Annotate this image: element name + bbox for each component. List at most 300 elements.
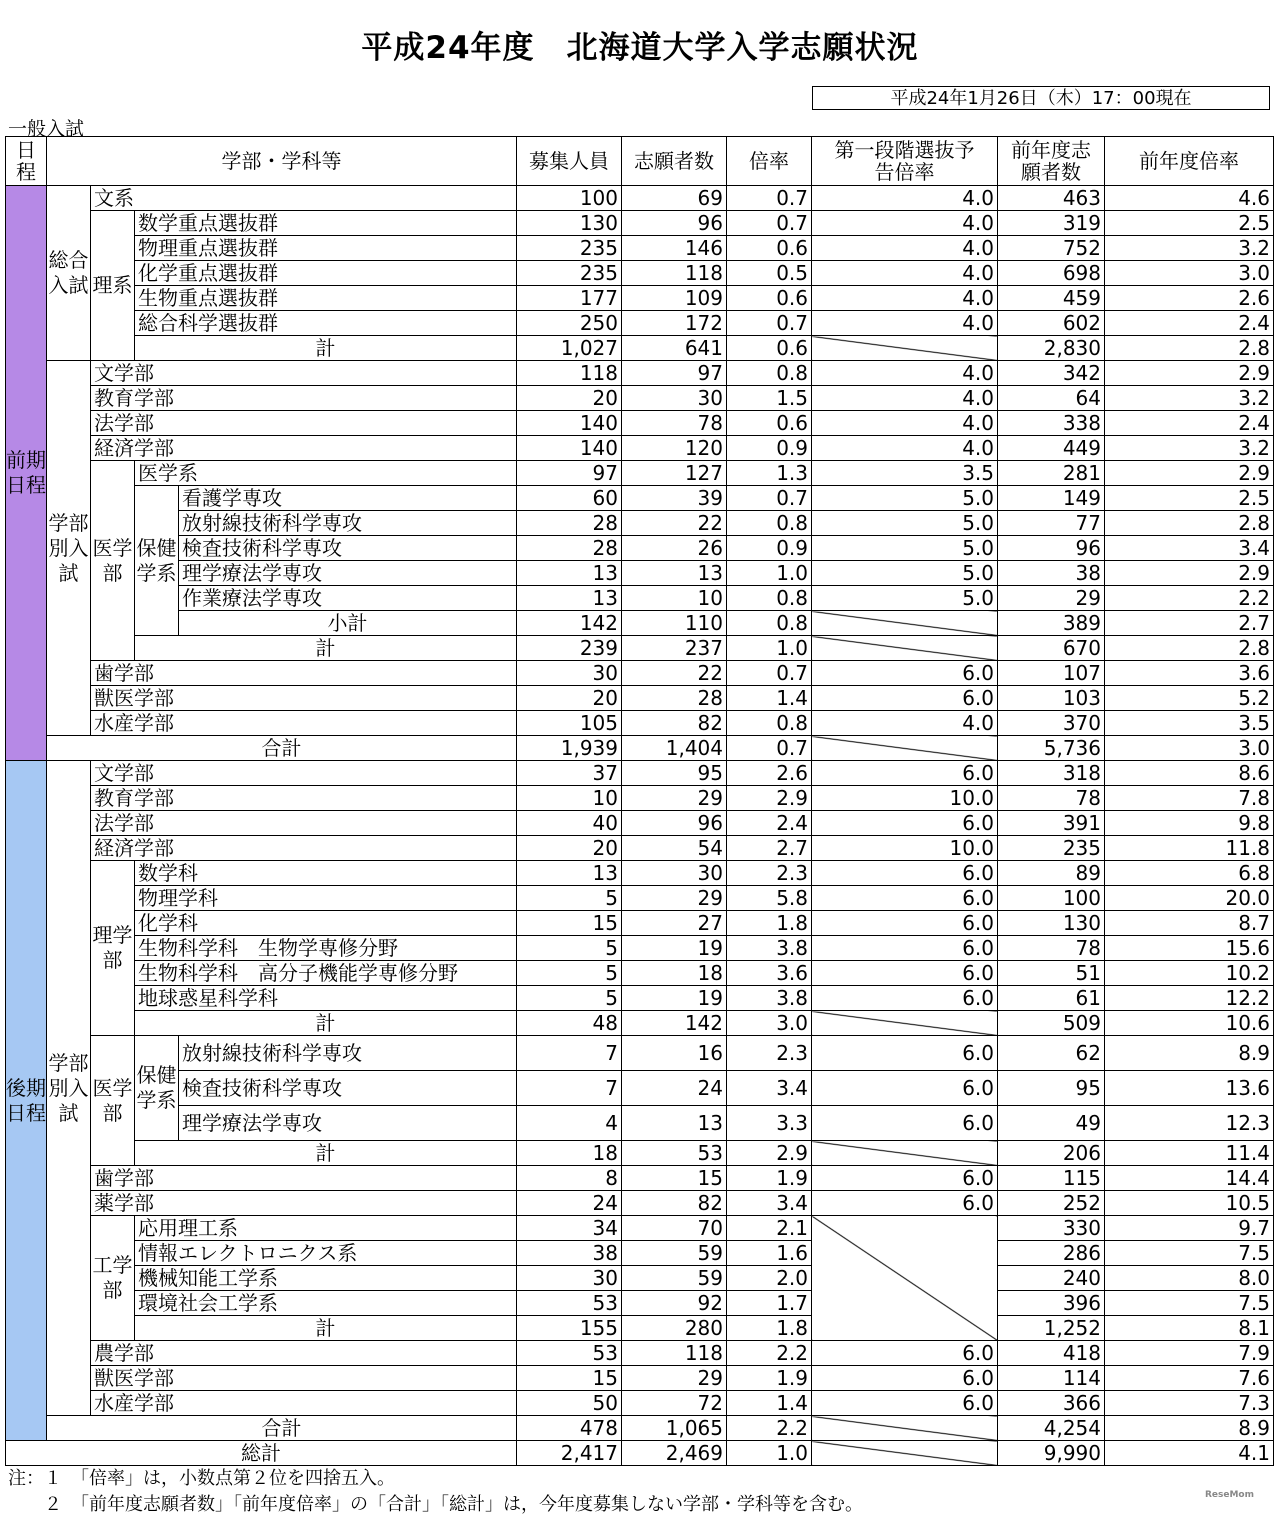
footnotes xyxy=(8,1466,863,1518)
cell-capacity: 5 xyxy=(517,961,622,986)
group-label: 工学部 xyxy=(91,1216,135,1341)
cell-prev-applicants: 103 xyxy=(998,686,1105,711)
cell-prev-ratio: 2.9 xyxy=(1105,561,1274,586)
cell-prev-applicants: 509 xyxy=(998,1011,1105,1036)
cell-first-stage: 6.0 xyxy=(812,861,998,886)
cell-applicants: 16 xyxy=(622,1036,727,1071)
cell-ratio: 1.6 xyxy=(727,1241,812,1266)
row-label: 獣医学部 xyxy=(91,1366,517,1391)
cell-applicants: 30 xyxy=(622,386,727,411)
group-label: 後期日程 xyxy=(6,761,47,1441)
table-row xyxy=(6,1316,1274,1341)
cell-capacity: 235 xyxy=(517,236,622,261)
cell-capacity: 155 xyxy=(517,1316,622,1341)
table-row xyxy=(6,1241,1274,1266)
cell-first-stage xyxy=(812,611,998,636)
cell-capacity: 60 xyxy=(517,486,622,511)
cell-first-stage xyxy=(812,636,998,661)
row-label: 文系 xyxy=(91,186,517,211)
header-prev-applicants: 前年度志願者数 xyxy=(998,137,1105,186)
cell-ratio: 0.8 xyxy=(727,511,812,536)
row-label: 教育学部 xyxy=(91,786,517,811)
row-label: 検査技術科学専攻 xyxy=(179,1071,517,1106)
cell-prev-ratio: 10.5 xyxy=(1105,1191,1274,1216)
cell-prev-ratio: 5.2 xyxy=(1105,686,1274,711)
cell-first-stage: 4.0 xyxy=(812,236,998,261)
cell-prev-ratio: 14.4 xyxy=(1105,1166,1274,1191)
cell-capacity: 5 xyxy=(517,936,622,961)
row-label: 放射線技術科学専攻 xyxy=(179,511,517,536)
row-label: 計 xyxy=(135,636,517,661)
cell-capacity: 24 xyxy=(517,1191,622,1216)
cell-applicants: 82 xyxy=(622,711,727,736)
cell-first-stage: 5.0 xyxy=(812,586,998,611)
row-label: 看護学専攻 xyxy=(179,486,517,511)
cell-prev-applicants: 100 xyxy=(998,886,1105,911)
cell-capacity: 8 xyxy=(517,1166,622,1191)
cell-applicants: 78 xyxy=(622,411,727,436)
group-label: 学部別入試 xyxy=(47,761,91,1416)
table-row xyxy=(6,336,1274,361)
cell-prev-applicants: 602 xyxy=(998,311,1105,336)
cell-first-stage: 4.0 xyxy=(812,311,998,336)
cell-capacity: 30 xyxy=(517,1266,622,1291)
cell-capacity: 18 xyxy=(517,1141,622,1166)
row-label: 環境社会工学系 xyxy=(135,1291,517,1316)
cell-applicants: 1,065 xyxy=(622,1416,727,1441)
row-label: 化学重点選抜群 xyxy=(135,261,517,286)
cell-first-stage: 4.0 xyxy=(812,261,998,286)
note-1: 注：１ 「倍率」は，小数点第２位を四捨五入。 xyxy=(8,1468,395,1489)
row-label: 数学科 xyxy=(135,861,517,886)
cell-ratio: 0.6 xyxy=(727,411,812,436)
cell-prev-applicants: 130 xyxy=(998,911,1105,936)
cell-first-stage: 6.0 xyxy=(812,936,998,961)
cell-first-stage: 5.0 xyxy=(812,561,998,586)
cell-applicants: 280 xyxy=(622,1316,727,1341)
table-row xyxy=(6,736,1274,761)
cell-applicants: 118 xyxy=(622,261,727,286)
cell-prev-ratio: 8.7 xyxy=(1105,911,1274,936)
cell-ratio: 1.7 xyxy=(727,1291,812,1316)
cell-first-stage xyxy=(812,1216,998,1341)
cell-ratio: 1.8 xyxy=(727,1316,812,1341)
cell-prev-ratio: 9.8 xyxy=(1105,811,1274,836)
row-label: 数学重点選抜群 xyxy=(135,211,517,236)
table-row xyxy=(6,861,1274,886)
cell-prev-ratio: 7.6 xyxy=(1105,1366,1274,1391)
row-label: 文学部 xyxy=(91,361,517,386)
row-label: 生物科学科 高分子機能学専修分野 xyxy=(135,961,517,986)
cell-ratio: 0.6 xyxy=(727,286,812,311)
cell-applicants: 142 xyxy=(622,1011,727,1036)
cell-first-stage: 6.0 xyxy=(812,686,998,711)
cell-prev-applicants: 64 xyxy=(998,386,1105,411)
cell-ratio: 2.9 xyxy=(727,1141,812,1166)
row-label: 経済学部 xyxy=(91,436,517,461)
cell-prev-applicants: 62 xyxy=(998,1036,1105,1071)
cell-capacity: 40 xyxy=(517,811,622,836)
table-row xyxy=(6,1011,1274,1036)
cell-ratio: 0.6 xyxy=(727,236,812,261)
cell-applicants: 118 xyxy=(622,1341,727,1366)
cell-prev-ratio: 3.2 xyxy=(1105,386,1274,411)
row-label: 検査技術科学専攻 xyxy=(179,536,517,561)
cell-first-stage: 3.5 xyxy=(812,461,998,486)
cell-applicants: 13 xyxy=(622,561,727,586)
cell-capacity: 235 xyxy=(517,261,622,286)
cell-capacity: 177 xyxy=(517,286,622,311)
cell-prev-ratio: 7.8 xyxy=(1105,786,1274,811)
row-label: 情報エレクトロニクス系 xyxy=(135,1241,517,1266)
cell-prev-ratio: 15.6 xyxy=(1105,936,1274,961)
cell-ratio: 1.4 xyxy=(727,686,812,711)
cell-applicants: 18 xyxy=(622,961,727,986)
cell-capacity: 105 xyxy=(517,711,622,736)
cell-prev-applicants: 77 xyxy=(998,511,1105,536)
cell-first-stage: 6.0 xyxy=(812,811,998,836)
cell-prev-ratio: 11.4 xyxy=(1105,1141,1274,1166)
cell-capacity: 2,417 xyxy=(517,1441,622,1466)
cell-ratio: 2.3 xyxy=(727,861,812,886)
cell-prev-applicants: 449 xyxy=(998,436,1105,461)
cell-capacity: 13 xyxy=(517,561,622,586)
header-row xyxy=(6,137,1274,186)
group-label: 前期日程 xyxy=(6,186,47,761)
cell-capacity: 5 xyxy=(517,886,622,911)
cell-prev-ratio: 12.2 xyxy=(1105,986,1274,1011)
cell-ratio: 0.8 xyxy=(727,586,812,611)
cell-capacity: 53 xyxy=(517,1341,622,1366)
cell-prev-applicants: 149 xyxy=(998,486,1105,511)
table-row xyxy=(6,611,1274,636)
cell-capacity: 10 xyxy=(517,786,622,811)
cell-prev-applicants: 38 xyxy=(998,561,1105,586)
cell-first-stage: 4.0 xyxy=(812,411,998,436)
cell-ratio: 3.6 xyxy=(727,961,812,986)
cell-prev-applicants: 206 xyxy=(998,1141,1105,1166)
cell-first-stage: 6.0 xyxy=(812,661,998,686)
cell-prev-applicants: 670 xyxy=(998,636,1105,661)
cell-capacity: 7 xyxy=(517,1036,622,1071)
header-ratio: 倍率 xyxy=(727,137,812,186)
cell-applicants: 82 xyxy=(622,1191,727,1216)
cell-prev-applicants: 5,736 xyxy=(998,736,1105,761)
cell-ratio: 3.8 xyxy=(727,936,812,961)
group-label: 総合入試 xyxy=(47,186,91,361)
table-row xyxy=(6,761,1274,786)
table-row xyxy=(6,1036,1274,1071)
cell-first-stage: 4.0 xyxy=(812,711,998,736)
cell-applicants: 19 xyxy=(622,936,727,961)
cell-capacity: 20 xyxy=(517,386,622,411)
cell-first-stage: 6.0 xyxy=(812,986,998,1011)
row-label: 理学療法学専攻 xyxy=(179,1106,517,1141)
table-row xyxy=(6,411,1274,436)
cell-first-stage: 4.0 xyxy=(812,211,998,236)
cell-ratio: 2.6 xyxy=(727,761,812,786)
row-label: 総合科学選抜群 xyxy=(135,311,517,336)
cell-applicants: 13 xyxy=(622,1106,727,1141)
cell-ratio: 3.3 xyxy=(727,1106,812,1141)
cell-prev-ratio: 11.8 xyxy=(1105,836,1274,861)
cell-prev-applicants: 338 xyxy=(998,411,1105,436)
cell-ratio: 2.2 xyxy=(727,1341,812,1366)
row-label: 歯学部 xyxy=(91,661,517,686)
cell-prev-ratio: 3.0 xyxy=(1105,261,1274,286)
row-label: 応用理工系 xyxy=(135,1216,517,1241)
cell-ratio: 1.9 xyxy=(727,1366,812,1391)
cell-capacity: 100 xyxy=(517,186,622,211)
cell-ratio: 1.8 xyxy=(727,911,812,936)
cell-ratio: 2.0 xyxy=(727,1266,812,1291)
group-label: 保健学系 xyxy=(135,486,179,636)
cell-applicants: 72 xyxy=(622,1391,727,1416)
cell-first-stage: 4.0 xyxy=(812,286,998,311)
row-label: 地球惑星科学科 xyxy=(135,986,517,1011)
cell-prev-ratio: 10.2 xyxy=(1105,961,1274,986)
cell-prev-applicants: 96 xyxy=(998,536,1105,561)
table-row xyxy=(6,311,1274,336)
cell-applicants: 22 xyxy=(622,511,727,536)
cell-prev-ratio: 8.0 xyxy=(1105,1266,1274,1291)
cell-prev-ratio: 7.3 xyxy=(1105,1391,1274,1416)
cell-ratio: 2.4 xyxy=(727,811,812,836)
cell-prev-ratio: 3.4 xyxy=(1105,536,1274,561)
cell-prev-applicants: 459 xyxy=(998,286,1105,311)
table-row xyxy=(6,961,1274,986)
cell-first-stage xyxy=(812,736,998,761)
cell-first-stage: 6.0 xyxy=(812,1166,998,1191)
group-label: 理学部 xyxy=(91,861,135,1036)
row-label: 計 xyxy=(135,336,517,361)
table-row xyxy=(6,986,1274,1011)
cell-prev-ratio: 20.0 xyxy=(1105,886,1274,911)
header-capacity: 募集人員 xyxy=(517,137,622,186)
table-row xyxy=(6,886,1274,911)
row-label: 生物科学科 生物学専修分野 xyxy=(135,936,517,961)
cell-prev-applicants: 752 xyxy=(998,236,1105,261)
watermark-text: ReseMom xyxy=(1204,1490,1254,1500)
row-label: 計 xyxy=(135,1316,517,1341)
cell-ratio: 2.9 xyxy=(727,786,812,811)
cell-prev-applicants: 391 xyxy=(998,811,1105,836)
cell-first-stage: 6.0 xyxy=(812,1366,998,1391)
cell-capacity: 7 xyxy=(517,1071,622,1106)
cell-ratio: 0.8 xyxy=(727,711,812,736)
table-row xyxy=(6,786,1274,811)
cell-first-stage: 4.0 xyxy=(812,436,998,461)
table-row xyxy=(6,1216,1274,1241)
cell-capacity: 1,027 xyxy=(517,336,622,361)
cell-ratio: 1.4 xyxy=(727,1391,812,1416)
cell-prev-ratio: 12.3 xyxy=(1105,1106,1274,1141)
table-row xyxy=(6,436,1274,461)
cell-prev-ratio: 13.6 xyxy=(1105,1071,1274,1106)
cell-prev-ratio: 2.8 xyxy=(1105,511,1274,536)
cell-applicants: 146 xyxy=(622,236,727,261)
table-row xyxy=(6,1416,1274,1441)
cell-prev-applicants: 29 xyxy=(998,586,1105,611)
cell-capacity: 250 xyxy=(517,311,622,336)
table-row xyxy=(6,186,1274,211)
cell-applicants: 96 xyxy=(622,811,727,836)
header-prev-ratio: 前年度倍率 xyxy=(1105,137,1274,186)
cell-ratio: 0.8 xyxy=(727,361,812,386)
cell-prev-applicants: 418 xyxy=(998,1341,1105,1366)
row-label: 化学科 xyxy=(135,911,517,936)
table-row xyxy=(6,711,1274,736)
cell-ratio: 2.7 xyxy=(727,836,812,861)
cell-first-stage: 6.0 xyxy=(812,1391,998,1416)
cell-prev-applicants: 49 xyxy=(998,1106,1105,1141)
cell-capacity: 140 xyxy=(517,436,622,461)
table-row xyxy=(6,286,1274,311)
table-row xyxy=(6,486,1274,511)
section-label: 一般入試 xyxy=(8,118,85,140)
cell-capacity: 118 xyxy=(517,361,622,386)
cell-prev-applicants: 95 xyxy=(998,1071,1105,1106)
table-row xyxy=(6,536,1274,561)
table-row xyxy=(6,1391,1274,1416)
cell-prev-ratio: 2.7 xyxy=(1105,611,1274,636)
cell-applicants: 27 xyxy=(622,911,727,936)
cell-prev-applicants: 2,830 xyxy=(998,336,1105,361)
cell-capacity: 28 xyxy=(517,511,622,536)
table-row xyxy=(6,511,1274,536)
cell-ratio: 0.9 xyxy=(727,536,812,561)
cell-first-stage: 6.0 xyxy=(812,1106,998,1141)
row-label: 医学系 xyxy=(135,461,517,486)
cell-capacity: 15 xyxy=(517,1366,622,1391)
cell-capacity: 15 xyxy=(517,911,622,936)
cell-first-stage: 5.0 xyxy=(812,486,998,511)
resemom-logo xyxy=(1205,1490,1254,1515)
cell-first-stage: 10.0 xyxy=(812,836,998,861)
cell-ratio: 1.0 xyxy=(727,1441,812,1466)
cell-ratio: 1.9 xyxy=(727,1166,812,1191)
table-row xyxy=(6,1166,1274,1191)
applications-table xyxy=(5,136,1274,1466)
cell-prev-ratio: 8.6 xyxy=(1105,761,1274,786)
table-row xyxy=(6,236,1274,261)
cell-first-stage: 6.0 xyxy=(812,1071,998,1106)
row-label: 法学部 xyxy=(91,411,517,436)
row-label: 薬学部 xyxy=(91,1191,517,1216)
cell-capacity: 239 xyxy=(517,636,622,661)
cell-prev-applicants: 698 xyxy=(998,261,1105,286)
cell-capacity: 13 xyxy=(517,586,622,611)
row-label: 獣医学部 xyxy=(91,686,517,711)
cell-prev-ratio: 3.2 xyxy=(1105,436,1274,461)
row-label: 経済学部 xyxy=(91,836,517,861)
cell-prev-ratio: 6.8 xyxy=(1105,861,1274,886)
cell-prev-applicants: 370 xyxy=(998,711,1105,736)
row-label: 理学療法学専攻 xyxy=(179,561,517,586)
cell-prev-ratio: 3.5 xyxy=(1105,711,1274,736)
cell-first-stage: 6.0 xyxy=(812,1191,998,1216)
cell-ratio: 0.7 xyxy=(727,486,812,511)
group-label: 保健学系 xyxy=(135,1036,179,1141)
cell-prev-ratio: 7.5 xyxy=(1105,1291,1274,1316)
cell-first-stage xyxy=(812,1141,998,1166)
table-row xyxy=(6,361,1274,386)
table-row xyxy=(6,1141,1274,1166)
cell-applicants: 59 xyxy=(622,1266,727,1291)
cell-first-stage: 5.0 xyxy=(812,511,998,536)
cell-capacity: 140 xyxy=(517,411,622,436)
cell-capacity: 50 xyxy=(517,1391,622,1416)
cell-prev-applicants: 51 xyxy=(998,961,1105,986)
cell-capacity: 20 xyxy=(517,836,622,861)
cell-ratio: 1.5 xyxy=(727,386,812,411)
cell-ratio: 5.8 xyxy=(727,886,812,911)
cell-ratio: 1.0 xyxy=(727,561,812,586)
cell-capacity: 13 xyxy=(517,861,622,886)
cell-first-stage xyxy=(812,1441,998,1466)
cell-prev-ratio: 2.6 xyxy=(1105,286,1274,311)
row-label: 歯学部 xyxy=(91,1166,517,1191)
row-label: 小計 xyxy=(179,611,517,636)
table-row xyxy=(6,936,1274,961)
table-row xyxy=(6,1441,1274,1466)
row-label: 水産学部 xyxy=(91,711,517,736)
cell-first-stage: 10.0 xyxy=(812,786,998,811)
cell-prev-ratio: 2.8 xyxy=(1105,336,1274,361)
cell-ratio: 0.5 xyxy=(727,261,812,286)
header-first-stage: 第一段階選抜予告倍率 xyxy=(812,137,998,186)
cell-prev-ratio: 2.4 xyxy=(1105,311,1274,336)
cell-applicants: 97 xyxy=(622,361,727,386)
cell-prev-ratio: 3.0 xyxy=(1105,736,1274,761)
group-label: 理系 xyxy=(91,211,135,361)
cell-first-stage: 6.0 xyxy=(812,1341,998,1366)
cell-applicants: 641 xyxy=(622,336,727,361)
cell-applicants: 10 xyxy=(622,586,727,611)
cell-applicants: 59 xyxy=(622,1241,727,1266)
table-row xyxy=(6,1291,1274,1316)
cell-first-stage xyxy=(812,1416,998,1441)
cell-prev-ratio: 7.9 xyxy=(1105,1341,1274,1366)
cell-prev-applicants: 4,254 xyxy=(998,1416,1105,1441)
table-row xyxy=(6,586,1274,611)
cell-first-stage: 4.0 xyxy=(812,386,998,411)
cell-prev-applicants: 366 xyxy=(998,1391,1105,1416)
cell-applicants: 70 xyxy=(622,1216,727,1241)
cell-prev-applicants: 235 xyxy=(998,836,1105,861)
table-row xyxy=(6,1106,1274,1141)
group-label: 学部別入試 xyxy=(47,361,91,736)
cell-capacity: 130 xyxy=(517,211,622,236)
cell-applicants: 96 xyxy=(622,211,727,236)
cell-applicants: 29 xyxy=(622,1366,727,1391)
cell-prev-ratio: 2.4 xyxy=(1105,411,1274,436)
cell-applicants: 95 xyxy=(622,761,727,786)
cell-capacity: 38 xyxy=(517,1241,622,1266)
cell-applicants: 127 xyxy=(622,461,727,486)
row-label: 作業療法学専攻 xyxy=(179,586,517,611)
table-row xyxy=(6,1341,1274,1366)
cell-ratio: 1.3 xyxy=(727,461,812,486)
cell-capacity: 53 xyxy=(517,1291,622,1316)
cell-prev-applicants: 61 xyxy=(998,986,1105,1011)
cell-applicants: 22 xyxy=(622,661,727,686)
row-label: 物理重点選抜群 xyxy=(135,236,517,261)
row-label: 水産学部 xyxy=(91,1391,517,1416)
cell-ratio: 0.7 xyxy=(727,736,812,761)
cell-applicants: 237 xyxy=(622,636,727,661)
cell-prev-applicants: 252 xyxy=(998,1191,1105,1216)
